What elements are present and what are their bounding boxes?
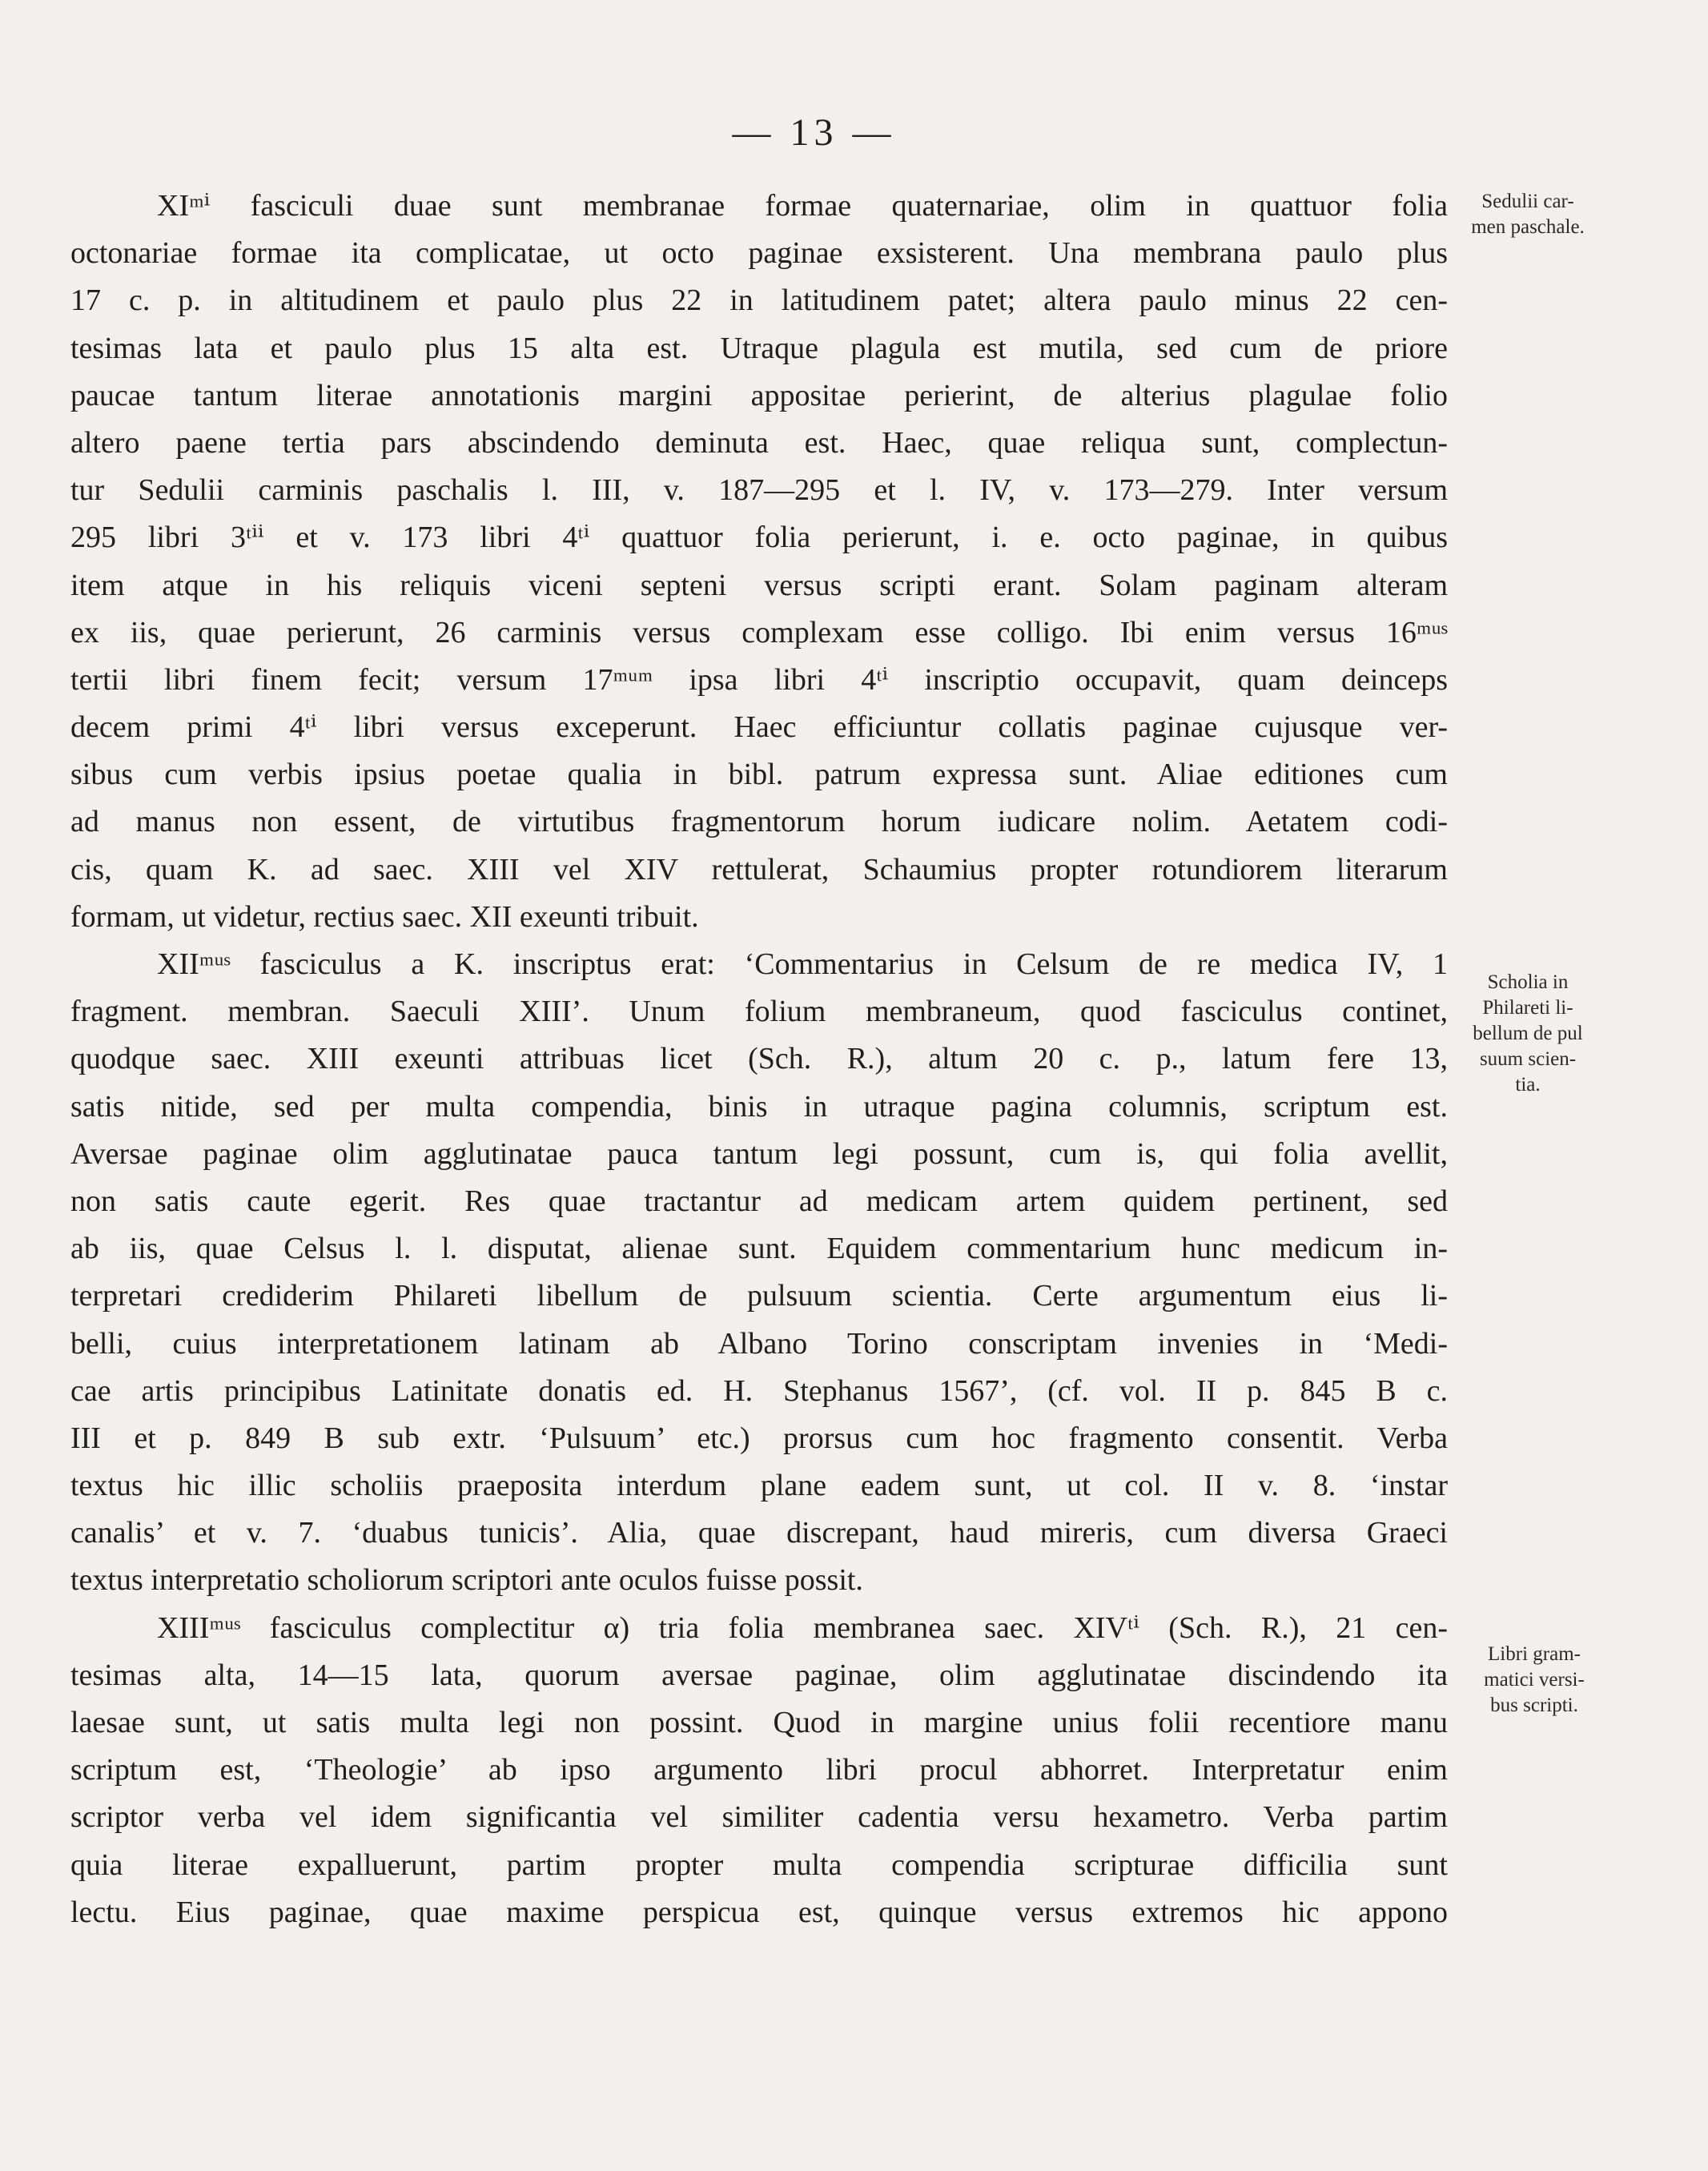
margin-note-line: Philareti li- (1482, 997, 1573, 1019)
text-line: 295 libri 3ᵗⁱⁱ et v. 173 libri 4ᵗⁱ quattuor folia perierunt, i. e. octo paginae, in quibus (70, 521, 1448, 555)
text-line: textus interpretatio scholiorum scriptori ante oculos fuisse possit. (70, 1563, 863, 1598)
margin-note-line: tia. (1515, 1074, 1541, 1096)
text-line: satis nitide, sed per multa compendia, binis in utraque pagina columnis, scriptum est. (70, 1089, 1448, 1124)
text-line: octonariae formae ita complicatae, ut octo paginae exsisterent. Una membrana paulo plus (70, 236, 1448, 271)
text-line: scriptor verba vel idem significantia vel similiter cadentia versu hexametro. Verba partim (70, 1800, 1448, 1835)
margin-note-line: bellum de pul (1473, 1023, 1583, 1044)
text-line: quodque saec. XIII exeunti attribuas licet (Sch. R.), altum 20 c. p., latum fere 13, (70, 1042, 1448, 1076)
text-line: XIIᵐᵘˢ fasciculus a K. inscriptus erat: ‘Commentarius in Celsum de re medica IV, 1 (157, 947, 1448, 981)
text-line: belli, cuius interpretationem latinam ab Albano Torino conscriptam invenies in ‘Medi- (70, 1326, 1448, 1361)
margin-note-line: Libri gram- (1488, 1643, 1581, 1665)
margin-note-line: bus scripti. (1490, 1695, 1578, 1716)
text-line: tur Sedulii carminis paschalis l. III, v. 187—295 et l. IV, v. 173—279. Inter versum (70, 473, 1448, 508)
page-number: — 13 — (732, 111, 896, 154)
margin-note-sedulius (1448, 189, 1608, 240)
text-line: ad manus non essent, de virtutibus fragmentorum horum iudicare nolim. Aetatem codi- (70, 805, 1448, 839)
paragraph-philaretus (70, 941, 1448, 1605)
text-line: ex iis, quae perierunt, 26 carminis versus complexam esse colligo. Ibi enim versus 16ᵐᵘˢ (70, 615, 1448, 649)
text-line: non satis caute egerit. Res quae tractantur ad medicam artem quidem pertinent, sed (70, 1184, 1448, 1218)
text-line: sibus cum verbis ipsius poetae qualia in bibl. patrum expressa sunt. Aliae editiones cum (70, 758, 1448, 792)
paragraph-sedulius (70, 183, 1448, 941)
margin-note-line: matici versi- (1484, 1669, 1585, 1691)
text-line: terpretari crediderim Philareti libellum de pulsuum scientia. Certe argumentum eius li- (70, 1279, 1448, 1313)
text-line: cae artis principibus Latinitate donatis ed. H. Stephanus 1567’, (cf. vol. II p. 845 B c. (70, 1373, 1448, 1408)
text-line: lectu. Eius paginae, quae maxime perspicua est, quinque versus extremos hic appono (70, 1895, 1448, 1929)
text-line: item atque in his reliquis viceni septeni versus scripti erant. Solam paginam alteram (70, 568, 1448, 602)
margin-note-line: Scholia in (1487, 971, 1569, 993)
text-line: altero paene tertia pars abscindendo deminuta est. Haec, quae reliqua sunt, complectun- (70, 425, 1448, 460)
text-line: formam, ut videtur, rectius saec. XII exeunti tribuit. (70, 899, 699, 934)
margin-note-line: suum scien- (1479, 1048, 1577, 1070)
text-line: Aversae paginae olim agglutinatae pauca tantum legi possunt, cum is, qui folia avellit, (70, 1136, 1448, 1171)
paragraph-grammatical-verses (70, 1605, 1448, 1936)
main-text-body (70, 183, 1448, 1936)
text-line: tesimas lata et paulo plus 15 alta est. Utraque plagula est mutila, sed cum de priore (70, 331, 1448, 365)
text-line: laesae sunt, ut satis multa legi non possint. Quod in margine unius folii recentiore manu (70, 1706, 1448, 1739)
text-line: III et p. 849 B sub extr. ‘Pulsuum’ etc.) prorsus cum hoc fragmento consentit. Verba (70, 1421, 1448, 1455)
text-line: XIIIᵐᵘˢ fasciculus complectitur α) tria folia membranea saec. XIVᵗⁱ (Sch. R.), 21 cen- (157, 1610, 1448, 1645)
text-line: tesimas alta, 14—15 lata, quorum aversae paginae, olim agglutinatae discindendo ita (70, 1658, 1448, 1692)
margin-note-scholia (1448, 970, 1608, 1098)
text-line: quia literae expalluerunt, partim propter multa compendia scripturae difficilia sunt (70, 1847, 1448, 1882)
text-line: textus hic illic scholiis praeposita interdum plane eadem sunt, ut col. II v. 8. ‘instar (70, 1469, 1448, 1503)
margin-note-line: men paschale. (1471, 216, 1585, 238)
margin-note-grammar (1454, 1642, 1614, 1719)
text-line: tertii libri finem fecit; versum 17ᵐᵘᵐ ipsa libri 4ᵗⁱ inscriptio occupavit, quam deinceps (70, 662, 1448, 697)
margin-note-line: Sedulii car- (1481, 191, 1574, 212)
text-line: ab iis, quae Celsus l. l. disputat, alienae sunt. Equidem commentarium hunc medicum in- (70, 1232, 1448, 1266)
text-line: canalis’ et v. 7. ‘duabus tunicis’. Alia, quae discrepant, haud mireris, cum diversa Graeci (70, 1516, 1448, 1550)
text-line: fragment. membran. Saeculi XIII’. Unum folium membraneum, quod fasciculus continet, (70, 995, 1448, 1029)
text-line: scriptum est, ‘Theologie’ ab ipso argumento libri procul abhorret. Interpretatur enim (70, 1753, 1448, 1787)
text-line: 17 c. p. in altitudinem et paulo plus 22 in latitudinem patet; altera paulo minus 22 cen- (70, 283, 1448, 318)
text-line: cis, quam K. ad saec. XIII vel XIV rettulerat, Schaumius propter rotundiorem literarum (70, 852, 1448, 886)
text-line: paucae tantum literae annotationis margini appositae perierint, de alterius plagulae folio (70, 378, 1448, 412)
text-line: XIᵐⁱ fasciculi duae sunt membranae formae quaternariae, olim in quattuor folia (157, 189, 1448, 223)
text-line: decem primi 4ᵗⁱ libri versus exceperunt. Haec efficiuntur collatis paginae cujusque ver- (70, 710, 1448, 745)
